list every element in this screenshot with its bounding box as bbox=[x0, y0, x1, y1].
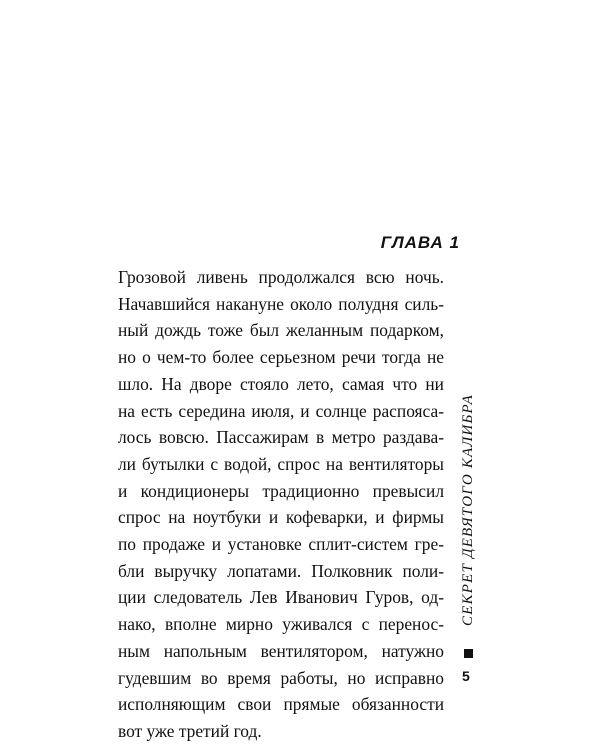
text-line: шло. На дворе стояло лето, самая что ни bbox=[118, 373, 444, 394]
section-marker-square bbox=[464, 649, 473, 658]
page-number: 5 bbox=[462, 668, 470, 684]
text-line: но о чем-то более серьезном речи тогда не bbox=[118, 347, 444, 368]
text-line: спрос на ноутбуки и кофеварки, и фирмы bbox=[118, 507, 444, 528]
chapter-heading: ГЛАВА 1 bbox=[380, 233, 460, 252]
running-title: СЕКРЕТ ДЕВЯТОГО КАЛИБРА bbox=[460, 394, 476, 626]
text-line: на есть середина июля, и солнце распояса- bbox=[118, 400, 444, 421]
text-line: лось вовсю. Пассажирам в метро раздава- bbox=[118, 427, 444, 448]
text-line: вот уже третий год. bbox=[118, 720, 262, 741]
body-text bbox=[118, 264, 444, 745]
text-line: ции следователь Лев Иванович Гуров, од- bbox=[118, 587, 444, 608]
text-line: по продаже и установке сплит-систем гре- bbox=[118, 534, 444, 555]
text-line: ли бутылки с водой, спрос на вентиляторы bbox=[118, 453, 444, 474]
text-line: и кондиционеры традиционно превысил bbox=[118, 480, 444, 501]
text-line: ный дождь тоже был желанным подарком, bbox=[118, 320, 444, 341]
text-line: Грозовой ливень продолжался всю ночь. bbox=[118, 267, 444, 287]
text-line: исполняющим свои прямые обязанности bbox=[118, 694, 444, 715]
text-line: ным напольным вентилятором, натужно bbox=[118, 640, 444, 661]
text-line: бли выручку лопатами. Полковник поли- bbox=[118, 560, 444, 581]
text-line: нако, вполне мирно уживался с перенос- bbox=[118, 614, 444, 635]
text-line: гудевшим во время работы, но исправно bbox=[118, 667, 444, 688]
text-line: Начавшийся накануне около полудня силь- bbox=[118, 293, 444, 314]
